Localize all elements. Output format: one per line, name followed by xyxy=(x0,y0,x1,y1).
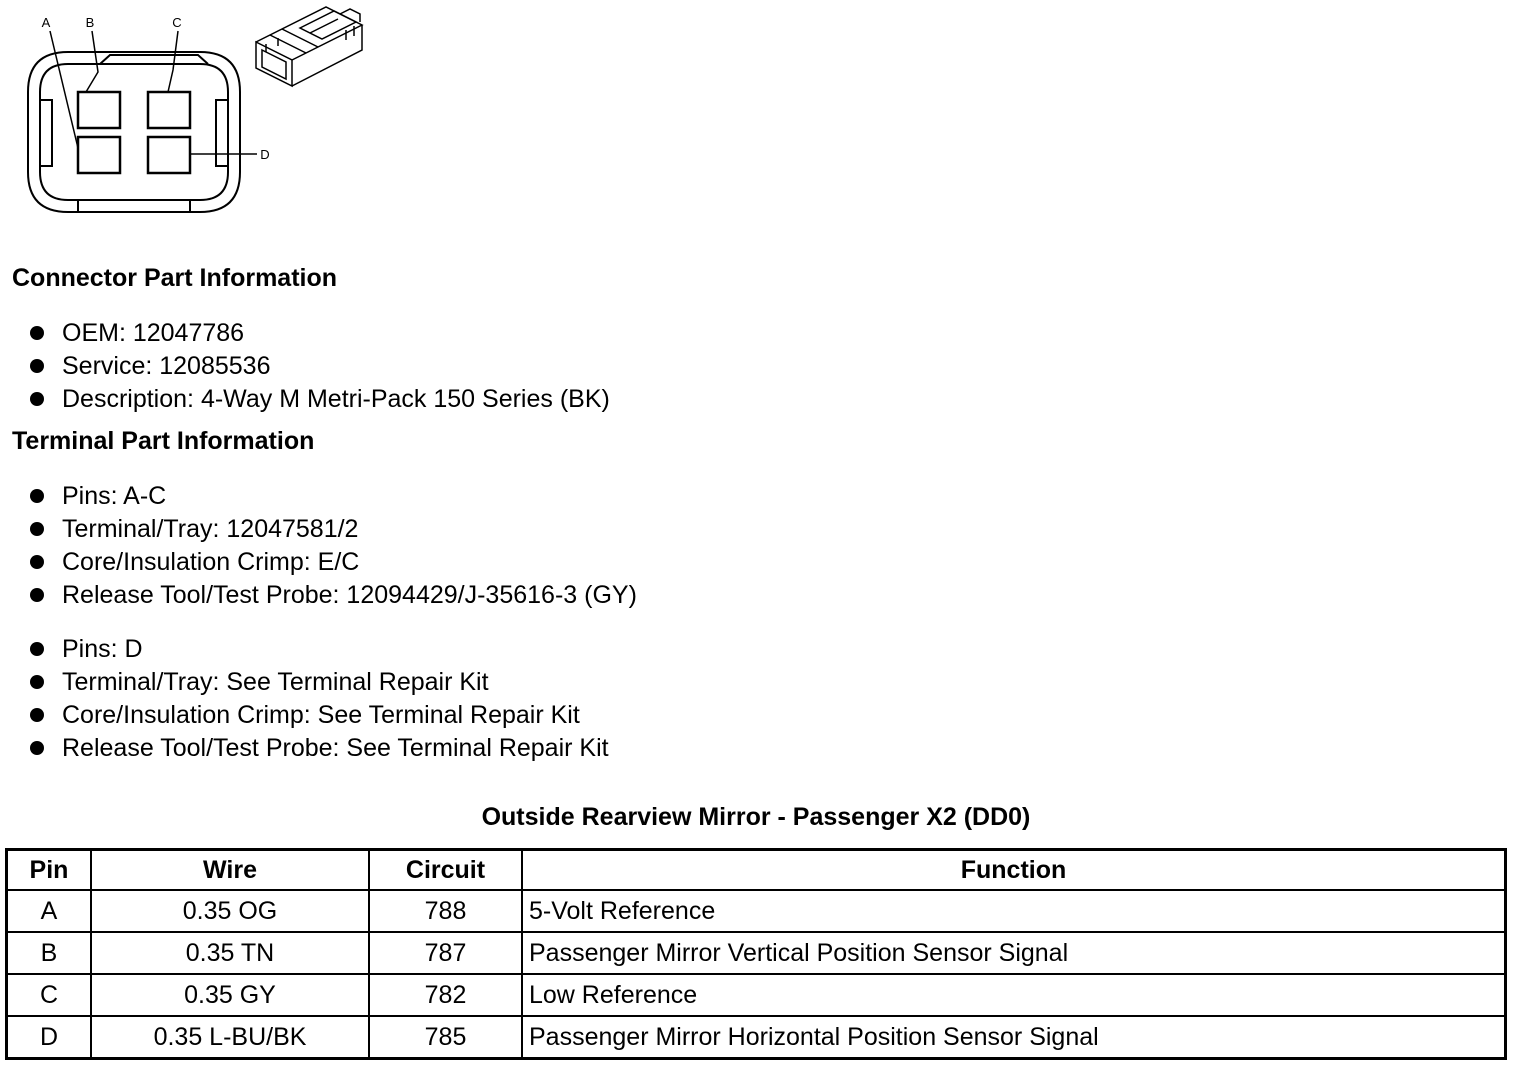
list-item-text: Release Tool/Test Probe: 12094429/J-35616-3 (GY) xyxy=(62,580,637,609)
bullet-icon xyxy=(30,708,44,722)
cell-pin: B xyxy=(8,933,92,975)
bullet-icon xyxy=(30,675,44,689)
list-item-text: Core/Insulation Crimp: See Terminal Repair Kit xyxy=(62,700,580,729)
list-item xyxy=(0,579,720,612)
header-wire: Wire xyxy=(92,851,370,891)
pin-label-d: D xyxy=(260,147,270,162)
pin-cavity-b xyxy=(78,92,120,128)
connector-left-wall xyxy=(40,100,52,166)
connector-outer-shell xyxy=(28,52,240,212)
leader-line-b xyxy=(86,31,98,92)
cell-circuit: 788 xyxy=(370,891,523,933)
bullet-icon xyxy=(30,359,44,373)
connector-right-wall xyxy=(216,100,228,166)
list-item-text: Pins: A-C xyxy=(62,481,167,510)
pin-cavities xyxy=(78,92,190,173)
list-item xyxy=(0,633,720,666)
bullet-icon xyxy=(30,522,44,536)
cell-wire: 0.35 OG xyxy=(92,891,370,933)
list-item xyxy=(0,383,720,416)
list-item-text: Terminal/Tray: See Terminal Repair Kit xyxy=(62,667,489,696)
terminal-part-info-list-d xyxy=(0,633,720,765)
pin-label-b: B xyxy=(85,15,95,30)
bullet-icon xyxy=(30,588,44,602)
header-function: Function xyxy=(523,851,1504,891)
list-item-text: Service: 12085536 xyxy=(62,351,271,380)
bullet-icon xyxy=(30,741,44,755)
cell-function: 5-Volt Reference xyxy=(523,891,1504,933)
cell-function: Low Reference xyxy=(523,975,1504,1017)
list-item xyxy=(0,732,720,765)
cell-function: Passenger Mirror Horizontal Position Sensor Signal xyxy=(529,1022,1099,1051)
leader-line-c xyxy=(168,31,178,92)
pin-label-c: C xyxy=(172,15,182,30)
list-item xyxy=(0,317,720,350)
cell-circuit: 787 xyxy=(370,933,523,975)
list-item-text: Terminal/Tray: 12047581/2 xyxy=(62,514,359,543)
leader-line-a xyxy=(50,31,78,148)
cell-wire: 0.35 TN xyxy=(92,933,370,975)
bullet-icon xyxy=(30,392,44,406)
connector-part-info-list xyxy=(0,317,720,416)
connector-bottom-tab xyxy=(78,200,190,212)
list-item xyxy=(0,699,720,732)
cell-pin: C xyxy=(8,975,92,1017)
list-item xyxy=(0,546,720,579)
connector-inner-shell xyxy=(40,64,228,200)
cell-pin: A xyxy=(8,891,92,933)
header-circuit: Circuit xyxy=(370,851,523,891)
pinout-table-title: Outside Rearview Mirror - Passenger X2 (DD0) xyxy=(481,802,1031,831)
cell-wire: 0.35 L-BU/BK xyxy=(92,1017,370,1057)
cell-wire: 0.35 GY xyxy=(92,975,370,1017)
terminal-part-info-list-a-c xyxy=(0,480,720,612)
bullet-icon xyxy=(30,555,44,569)
list-item-text: OEM: 12047786 xyxy=(62,318,245,347)
bullet-icon xyxy=(30,642,44,656)
cell-pin: D xyxy=(8,1017,92,1057)
list-item-text: Pins: D xyxy=(62,634,143,663)
list-item xyxy=(0,480,720,513)
connector-diagram xyxy=(0,0,380,230)
bullet-icon xyxy=(30,326,44,340)
cell-circuit: 782 xyxy=(370,975,523,1017)
connector-3d-icon xyxy=(256,7,362,86)
header-pin: Pin xyxy=(8,851,92,891)
pinout-table xyxy=(5,848,1507,1060)
cell-function: Passenger Mirror Vertical Position Sensor Signal xyxy=(523,933,1504,975)
terminal-part-info-heading: Terminal Part Information xyxy=(12,426,315,455)
pin-cavity-a xyxy=(78,137,120,173)
pin-cavity-c xyxy=(148,92,190,128)
pin-label-a: A xyxy=(41,15,51,30)
list-item xyxy=(0,666,720,699)
bullet-icon xyxy=(30,489,44,503)
cell-circuit: 785 xyxy=(370,1017,523,1057)
list-item xyxy=(0,350,720,383)
list-item-text: Description: 4-Way M Metri-Pack 150 Series (BK) xyxy=(62,384,610,413)
pin-cavity-d xyxy=(148,137,190,173)
list-item-text: Release Tool/Test Probe: See Terminal Repair Kit xyxy=(62,733,609,762)
list-item xyxy=(0,513,720,546)
connector-part-info-heading: Connector Part Information xyxy=(12,263,338,292)
list-item-text: Core/Insulation Crimp: E/C xyxy=(62,547,360,576)
connector-3d-opening xyxy=(262,50,286,79)
connector-top-latch xyxy=(100,55,208,64)
connector-face xyxy=(28,52,240,212)
